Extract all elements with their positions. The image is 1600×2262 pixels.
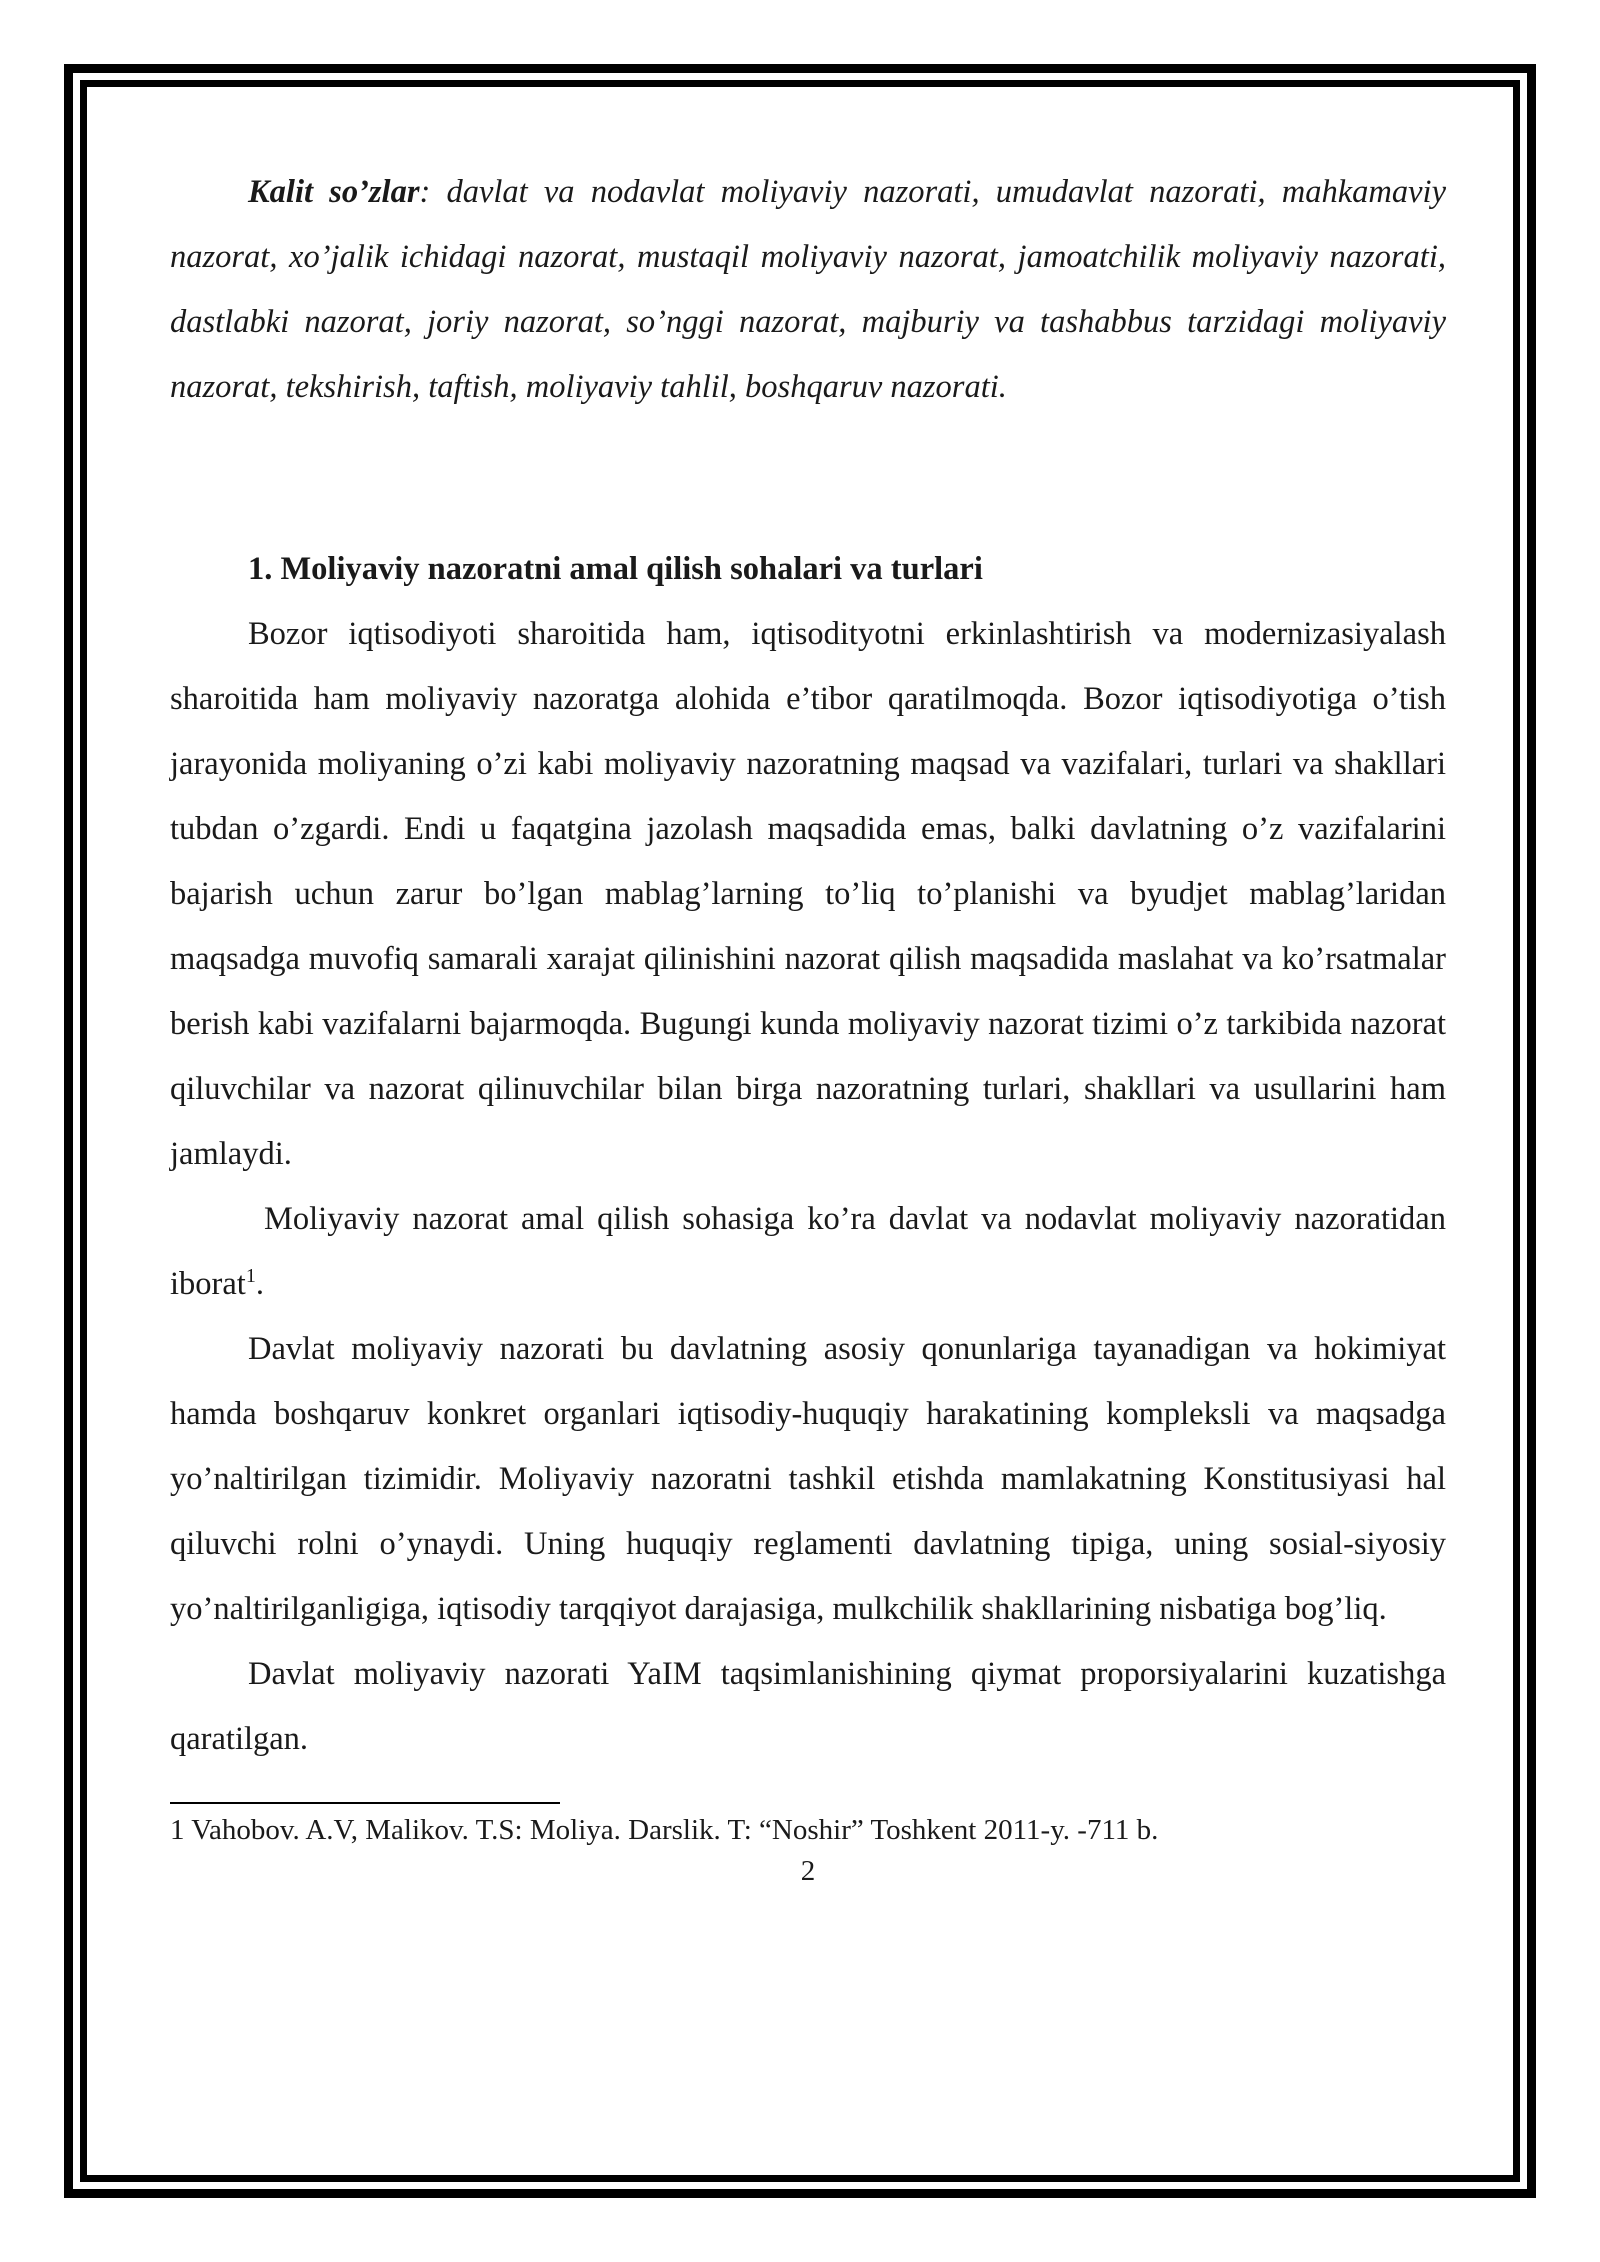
keywords-label: Kalit so’zlar [248,174,420,210]
body-paragraph-4: Davlat moliyaviy nazorati YaIM taqsimlanishining qiymat proporsiyalarini kuzatishga qaratilgan. [170,1656,1446,1757]
footnote: 1 Vahobov. A.V, Malikov. T.S: Moliya. Darslik. T: “Noshir” Toshkent 2011-y. -711 b. [170,1814,1159,1846]
page-number: 2 [800,1855,816,1887]
body-paragraph-3: Davlat moliyaviy nazorati bu davlatning asosiy qonunlariga tayanadigan va hokimiyat hamda boshqaruv konkret organlari iqtisodiy-huquqiy harakatining kompleksli va maqsadga yo’naltirilgan tizimidir. Moliyaviy nazoratni tashkil etishda mamlakatning Konstitusiyasi hal qiluvchi rolni o’ynaydi. Uning huquqiy reglamenti davlatning tipiga, uning sosial-siyosiy yo’naltirilganligiga, iqtisodiy tarqqiyot darajasiga, mulkchilik shakllarining nisbatiga bog’liq. [170,1331,1446,1627]
footnote-separator [170,1802,560,1804]
footnote-reference[interactable]: 1 [245,1265,256,1288]
section-heading: 1. Moliyaviy nazoratni amal qilish sohalari va turlari [248,551,983,587]
page-content [170,160,1446,1890]
keywords-paragraph [170,160,1446,420]
body-paragraph-2-text: Moliyaviy nazorat amal qilish sohasiga ko’ra davlat va nodavlat moliyaviy nazoratidan iborat [170,1201,1446,1302]
body-paragraph-2: Moliyaviy nazorat amal qilish sohasiga ko’ra davlat va nodavlat moliyaviy nazoratidan iborat$^1$. [170,1201,1446,1302]
keywords-text: : davlat va nodavlat moliyaviy nazorati, umudavlat nazorati, mahkamaviy nazorat, xo’jalik ichidagi nazorat, mustaqil moliyaviy nazorat, jamoatchilik moliyaviy nazorati, dastlabki nazorat, joriy nazorat, so’nggi nazorat, majburiy va tashabbus tarzidagi moliyaviy nazorat, tekshirish, taftish, moliyaviy tahlil, boshqaruv nazorati. [170,174,1446,405]
body-paragraph-1: Bozor iqtisodiyoti sharoitida ham, iqtisodityotni erkinlashtirish va modernizasiyalash sharoitida ham moliyaviy nazoratga alohida e’tibor qaratilmoqda. Bozor iqtisodiyotiga o’tish jarayonida moliyaning o’zi kabi moliyaviy nazoratning maqsad va vazifalari, turlari va shakllari tubdan o’zgardi. Endi u faqatgina jazolash maqsadida emas, balki davlatning o’z vazifalarini bajarish uchun zarur bo’lgan mablag’larning to’liq to’planishi va byudjet mablag’laridan maqsadga muvofiq samarali xarajat qilinishini nazorat qilish maqsadida maslahat va ko’rsatmalar berish kabi vazifalarni bajarmoqda. Bugungi kunda moliyaviy nazorat tizimi o’z tarkibida nazorat qiluvchilar va nazorat qilinuvchilar bilan birga nazoratning turlari, shakllari va usullarini ham jamlaydi. [170,616,1446,1172]
